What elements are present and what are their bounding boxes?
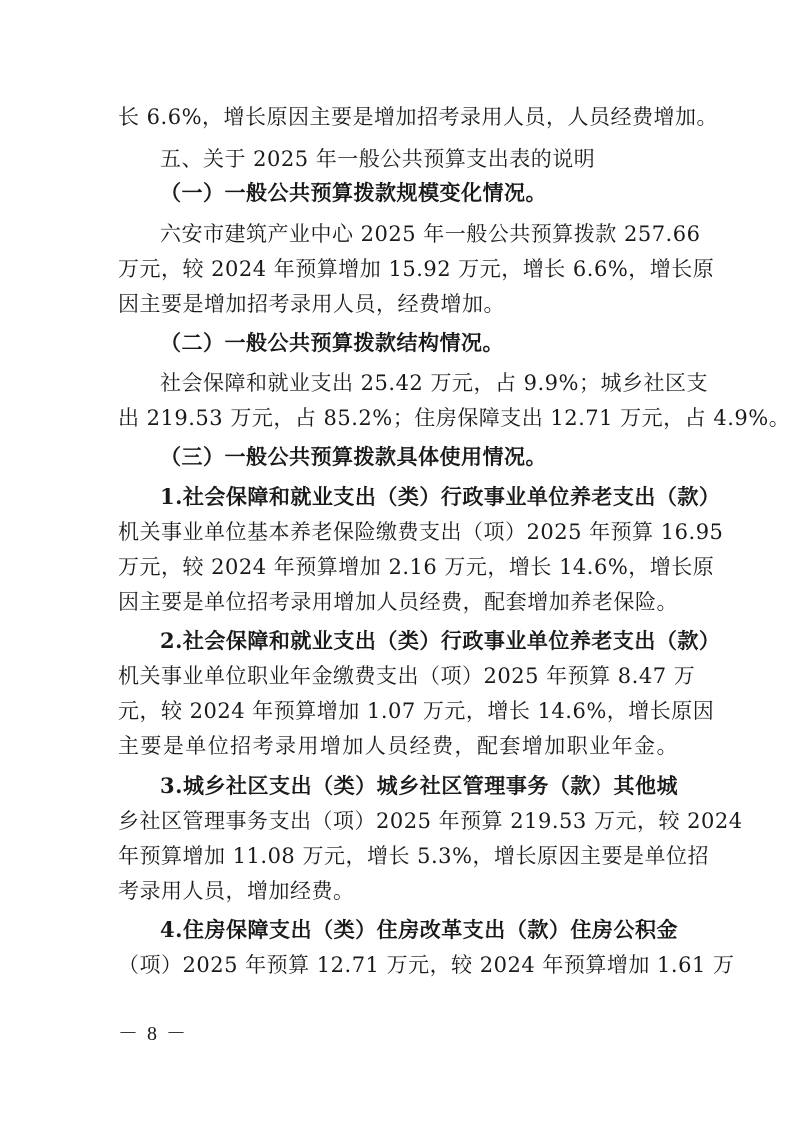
section-heading: 五、关于 2025 年一般公共预算支出表的说明 [160, 147, 596, 171]
paragraph-line: 万元，较 2024 年预算增加 2.16 万元，增长 14.6%，增长原 [118, 555, 715, 579]
paragraph-line: 年预算增加 11.08 万元，增长 5.3%，增长原因主要是单位招 [118, 844, 709, 868]
item-heading-line: 2.社会保障和就业支出（类）行政事业单位养老支出（款） [160, 628, 721, 653]
item-heading-line: 4.住房保障支出（类）住房改革支出（款）住房公积金 [160, 917, 678, 942]
subsection-heading: （二）一般公共预算拨款结构情况。 [160, 330, 504, 355]
paragraph-line: 考录用人员，增加经费。 [118, 879, 355, 903]
paragraph-line: 乡社区管理事务支出（项）2025 年预算 219.53 万元，较 2024 [118, 809, 743, 833]
item-heading-line: 3.城乡社区支出（类）城乡社区管理事务（款）其他城 [160, 773, 678, 798]
paragraph-line: 机关事业单位基本养老保险缴费支出（项）2025 年预算 16.95 [118, 520, 724, 544]
paragraph-line: 主要是单位招考录用增加人员经费，配套增加职业年金。 [118, 734, 678, 758]
paragraph-line: 出 219.53 万元，占 85.2%；住房保障支出 12.71 万元，占 4.9%。 [118, 406, 791, 430]
paragraph-line: 长 6.6%，增长原因主要是增加招考录用人员，人员经费增加。 [118, 105, 719, 129]
paragraph-line: 因主要是增加招考录用人员，经费增加。 [118, 292, 505, 316]
paragraph-line: 机关事业单位职业年金缴费支出（项）2025 年预算 8.47 万 [118, 664, 696, 688]
page-number: － 8 － [118, 1023, 188, 1045]
subsection-heading: （三）一般公共预算拨款具体使用情况。 [160, 444, 547, 469]
paragraph-line: 元，较 2024 年预算增加 1.07 万元，增长 14.6%，增长原因 [118, 699, 715, 723]
paragraph-line: 因主要是单位招考录用增加人员经费，配套增加养老保险。 [118, 590, 678, 614]
paragraph-line: （项）2025 年预算 12.71 万元，较 2024 年预算增加 1.61 万 [118, 953, 735, 977]
item-heading-line: 1.社会保障和就业支出（类）行政事业单位养老支出（款） [160, 484, 721, 509]
paragraph-line: 六安市建筑产业中心 2025 年一般公共预算拨款 257.66 [160, 222, 701, 246]
paragraph-line: 万元，较 2024 年预算增加 15.92 万元，增长 6.6%，增长原 [118, 257, 715, 281]
paragraph-line: 社会保障和就业支出 25.42 万元，占 9.9%；城乡社区支 [160, 371, 708, 395]
subsection-heading: （一）一般公共预算拨款规模变化情况。 [160, 180, 547, 205]
